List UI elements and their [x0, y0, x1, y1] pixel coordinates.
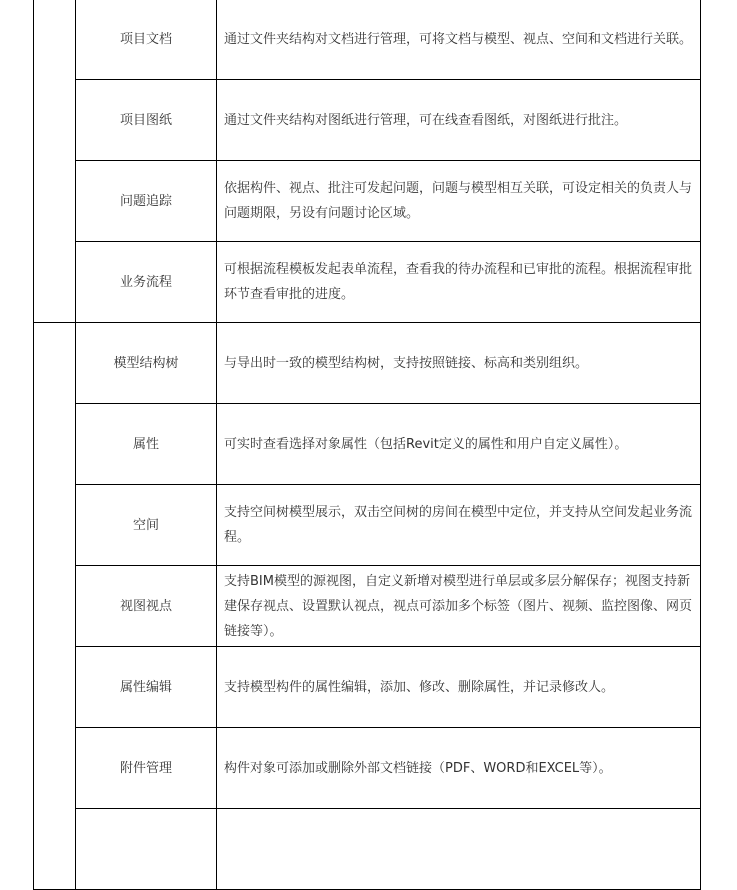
feature-name-empty — [76, 809, 217, 890]
feature-name: 业务流程 — [76, 242, 217, 323]
table-row — [34, 404, 701, 485]
table-row — [34, 242, 701, 323]
table-row — [34, 323, 701, 404]
feature-table — [33, 0, 701, 890]
feature-description: 依据构件、视点、批注可发起问题，问题与模型相互关联，可设定相关的负责人与问题期限，另设有问题讨论区域。 — [217, 161, 701, 242]
feature-name: 属性 — [76, 404, 217, 485]
feature-name: 附件管理 — [76, 728, 217, 809]
table-row-partial — [34, 809, 701, 890]
feature-name: 模型结构树 — [76, 323, 217, 404]
table-row — [34, 485, 701, 566]
feature-name: 视图视点 — [76, 566, 217, 647]
feature-description: 构件对象可添加或删除外部文档链接（PDF、WORD和EXCEL等）。 — [217, 728, 701, 809]
feature-description: 可实时查看选择对象属性（包括Revit定义的属性和用户自定义属性）。 — [217, 404, 701, 485]
feature-name: 空间 — [76, 485, 217, 566]
feature-description: 支持BIM模型的源视图，自定义新增对模型进行单层或多层分解保存；视图支持新建保存视点、设置默认视点，视点可添加多个标签（图片、视频、监控图像、网页链接等）。 — [217, 566, 701, 647]
table-row — [34, 0, 701, 80]
feature-name: 问题追踪 — [76, 161, 217, 242]
feature-description-empty — [217, 809, 701, 890]
feature-name: 项目文档 — [76, 0, 217, 80]
table-row — [34, 161, 701, 242]
feature-description: 与导出时一致的模型结构树，支持按照链接、标高和类别组织。 — [217, 323, 701, 404]
feature-description: 支持模型构件的属性编辑，添加、修改、删除属性，并记录修改人。 — [217, 647, 701, 728]
feature-description: 可根据流程模板发起表单流程，查看我的待办流程和已审批的流程。根据流程审批环节查看审批的进度。 — [217, 242, 701, 323]
feature-name: 项目图纸 — [76, 80, 217, 161]
group-cell — [34, 0, 76, 323]
table-row — [34, 728, 701, 809]
group-cell — [34, 323, 76, 890]
feature-name: 属性编辑 — [76, 647, 217, 728]
feature-table-container — [33, 0, 701, 890]
feature-description: 通过文件夹结构对文档进行管理，可将文档与模型、视点、空间和文档进行关联。 — [217, 0, 701, 80]
feature-description: 支持空间树模型展示，双击空间树的房间在模型中定位，并支持从空间发起业务流程。 — [217, 485, 701, 566]
table-row — [34, 647, 701, 728]
table-row — [34, 566, 701, 647]
table-row — [34, 80, 701, 161]
feature-description: 通过文件夹结构对图纸进行管理，可在线查看图纸，对图纸进行批注。 — [217, 80, 701, 161]
